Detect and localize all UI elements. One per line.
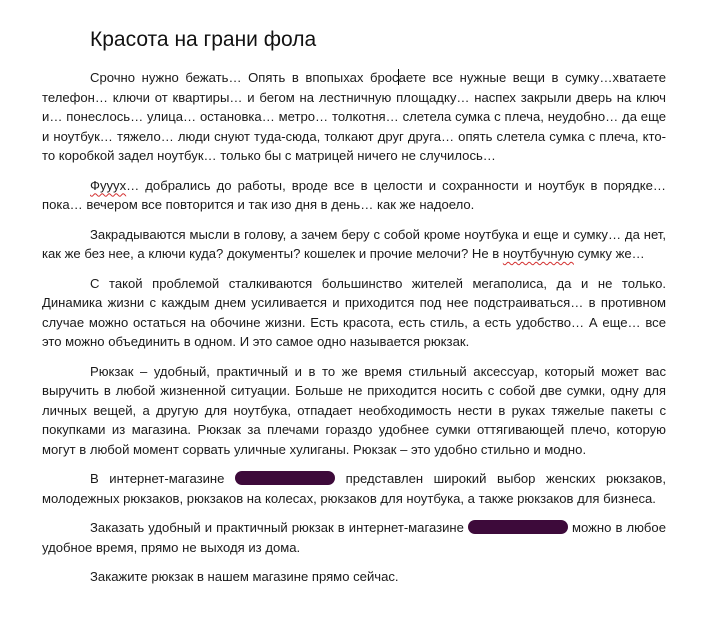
paragraph-3	[42, 225, 666, 264]
p7-text-b: можно в любое удобное время, прямо не выходя из дома.	[42, 520, 666, 555]
p3-text-a: Закрадываются мысли в голову, а зачем беру с собой кроме ноутбука и еще и сумку… да нет, как же без нее, а ключи куда? документы? кошелек и прочие мелочи? Не в	[42, 226, 666, 261]
paragraph-6	[42, 469, 666, 508]
paragraph-8: Закажите рюкзак в нашем магазине прямо сейчас.	[90, 569, 399, 584]
paragraph-7	[42, 518, 666, 557]
p6-text-b: представлен широкий выбор женских рюкзаков, молодежных рюкзаков, рюкзаков на колесах, рюкзаков для ноутбука, а также рюкзаков для бизнеса.	[42, 471, 666, 506]
document-page	[42, 26, 666, 597]
p7-text-a: Заказать удобный и практичный рюкзак в интернет-магазине	[90, 520, 468, 535]
p2-text: … добрались до работы, вроде все в целости и сохранности и ноутбук в порядке… пока… вечером все повторится и так изо дня в день… как же надоело.	[42, 177, 666, 212]
spellcheck-word: ноутбучную	[502, 246, 574, 261]
redaction-mark	[235, 471, 335, 485]
paragraph-1	[42, 68, 666, 166]
document-title: Красота на грани фола	[90, 28, 317, 51]
paragraph-5: Рюкзак – удобный, практичный и в то же время стильный аксессуар, который может вас выручить в любой жизненной ситуации. Больше не приходится носить с собой две сумки, одну для личных вещей, а другую для ноутбука, отпадает необходимость нести в руках тяжелые пакеты с покупками из магазина. Рюкзак за плечами гораздо удобнее сумки оттягивающей плечо, которую могут в любой момент сорвать уличные хулиганы. Рюкзак – это удобно стильно и модно.	[42, 363, 666, 457]
redaction-mark	[468, 520, 568, 534]
p3-text-b: сумку же…	[573, 246, 645, 261]
paragraph-2	[42, 176, 666, 215]
p6-text-a: В интернет-магазине	[90, 471, 236, 486]
p1-text-b: аете все нужные вещи в сумку…хватаете телефон… ключи от квартиры… и бегом на лестничную площадку… наспех закрыли дверь на ключ и… понеслось… улица… остановка… метро… толкотня… слетела сумка с плеча, неудобно… да еще и ноутбук… тяжело… люди снуют туда-сюда, толкают друг друга… опять слетела сумка с плеча, кто-то коробкой задел ноутбук… только бы с матрицей ничего не случилось…	[42, 70, 666, 163]
p1-text-a: Срочно нужно бежать… Опять в впопыхах брос	[90, 70, 399, 85]
spellcheck-word: Фууух	[90, 177, 127, 193]
paragraph-4: С такой проблемой сталкиваются большинство жителей мегаполиса, да и не только. Динамика жизни с каждым днем усиливается и приходится под нее подстраиваться… в противном случае можно остаться на обочине жизни. Есть красота, есть стиль, а есть удобство… А еще… все это можно объединить в одном. И это самое одно называется рюкзак.	[42, 275, 666, 349]
